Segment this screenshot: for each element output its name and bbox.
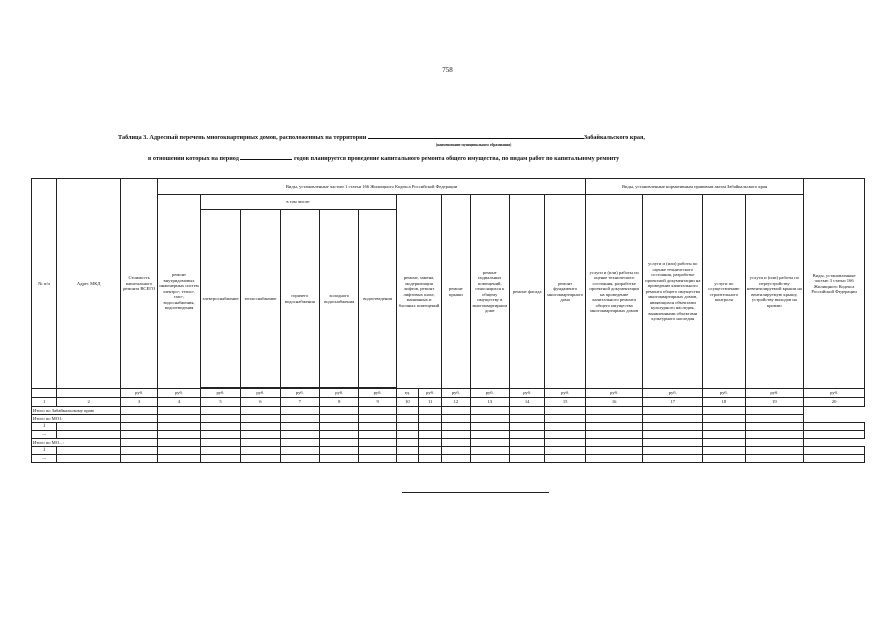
row-label-total-region: Итого по Забайкальскому краю	[32, 407, 121, 415]
unit-c19: руб.	[745, 389, 804, 398]
header-num: № п/п	[32, 179, 57, 389]
table-row	[32, 447, 865, 455]
header-c7: горячего водоснабжения	[280, 210, 319, 388]
unit-c4: руб.	[158, 389, 200, 398]
title-line2-part2: годов планируется проведение капитального ремонта общего имущества, по видам работ по капитальному ремонту	[293, 155, 620, 162]
col-num: 19	[745, 398, 804, 407]
col-num: 10	[396, 398, 418, 407]
col-num: 3	[120, 398, 157, 407]
header-c16: услуги и (или) работы по оценке технического состояния, разработке проектной документации на проведение капитального ремонта общего имущества многоквартирных домов	[585, 195, 643, 389]
header-group-federal: Виды, установленные частью 1 статьи 166 Жилищного Кодекса Российской Федерации	[158, 179, 586, 195]
col-num: 16	[585, 398, 643, 407]
table-row	[32, 439, 865, 447]
col-num: 7	[280, 398, 319, 407]
header-c15: ремонт фундамента многоквартирного дома	[545, 195, 586, 389]
unit-c5: руб.	[200, 389, 240, 398]
table-row	[32, 455, 865, 463]
header-c13: ремонт подвальных помещений, относящихся к общему имуществу в многоквартирном доме	[470, 195, 509, 389]
row-label-total-mo1: Итого по МО1:	[32, 415, 121, 423]
col-num: 4	[158, 398, 200, 407]
unit-c10: ед.	[396, 389, 418, 398]
header-c8: холодного водоснабжения	[320, 210, 359, 388]
header-c6: теплоснабжение	[241, 210, 280, 388]
address-list-table	[31, 178, 865, 463]
municipality-blank	[368, 133, 584, 139]
unit-c12: руб.	[442, 389, 470, 398]
header-c18: услуги по осуществлению строительного контроля	[703, 195, 745, 389]
header-c5: электроснабжение	[200, 210, 240, 388]
unit-c3: руб.	[120, 389, 157, 398]
header-c17: услуги и (или) работы по оценке технического состояния, разработке проектной документации на проведение капитального ремонта общего имущества многоквартирных домов, являющихся объектами культурного наследия, выявленными объектами культурного наследия	[643, 195, 703, 389]
header-address: Адрес МКД	[57, 179, 121, 389]
unit-c11: руб.	[419, 389, 442, 398]
title-line2-part1: в отношении которых на период	[148, 155, 239, 162]
title-part2: Забайкальского края,	[583, 134, 645, 141]
col-num: 2	[57, 398, 121, 407]
unit-c15: руб.	[545, 389, 586, 398]
col-num: 11	[419, 398, 442, 407]
period-blank	[240, 154, 292, 160]
col-num: 14	[509, 398, 544, 407]
unit-c6: руб.	[241, 389, 280, 398]
unit-c14: руб.	[509, 389, 544, 398]
row-number: 1	[32, 423, 57, 431]
row-label-total-mo: Итого по МО...:	[32, 439, 121, 447]
table-row	[32, 431, 865, 439]
title-part1: Таблица 3. Адресный перечень многоквартирных домов, расположенных на территории	[118, 134, 367, 141]
row-dots: ...	[32, 455, 57, 463]
col-num: 15	[545, 398, 586, 407]
unit-c7: руб.	[280, 389, 319, 398]
unit-c13: руб.	[470, 389, 509, 398]
col-num: 9	[359, 398, 396, 407]
unit-c18: руб.	[703, 389, 745, 398]
header-c9: водоотведения	[359, 210, 396, 388]
units-row	[32, 389, 865, 398]
col-num: 12	[442, 398, 470, 407]
header-total-cost: Стоимость капитального ремонта ВСЕГО	[120, 179, 157, 389]
header-including: в том числе:	[200, 195, 396, 210]
unit-c16: руб.	[585, 389, 643, 398]
col-num: 13	[470, 398, 509, 407]
col-num: 20	[804, 398, 865, 407]
footer-separator-line	[402, 492, 549, 493]
header-c14: ремонт фасада	[509, 195, 544, 389]
row-dots: ...	[32, 431, 57, 439]
header-c19: услуги и (или) работы по переустройству невентилируемой крыши на вентилируемую крышу, устройству выходов на кровлю	[745, 195, 804, 389]
header-c4: ремонт внутридомовых инженерных систем электро-, тепло-, газо-, водоснабжения, водоотведения	[158, 195, 200, 389]
table-title-line-1	[118, 133, 645, 141]
header-c20: Виды, установленные частью 3 статьи 166 Жилищного Кодекса Российской Федерации	[804, 179, 865, 389]
table-row	[32, 415, 865, 423]
col-num: 8	[320, 398, 359, 407]
unit-c9: руб.	[359, 389, 396, 398]
header-c12: ремонт крыши	[442, 195, 470, 389]
col-num: 5	[200, 398, 240, 407]
header-c10: ремонт, замена, модернизация лифтов, ремонт лифтовых шахт, машинных и блочных помещений	[396, 195, 441, 389]
municipality-caption: (наименование муниципального образования)	[436, 143, 512, 147]
column-numbers-row	[32, 398, 865, 407]
col-num: 6	[241, 398, 280, 407]
header-group-regional: Виды, установленные нормативным правовым актом Забайкальского края	[585, 179, 803, 195]
page-number: 758	[442, 66, 453, 74]
table-row	[32, 423, 865, 431]
table-row	[32, 407, 865, 415]
col-num: 17	[643, 398, 703, 407]
col-num: 18	[703, 398, 745, 407]
row-number: 1	[32, 447, 57, 455]
unit-c20: руб.	[804, 389, 865, 398]
table-title-line-2	[148, 154, 619, 162]
unit-c8: руб.	[320, 389, 359, 398]
unit-c17: руб.	[643, 389, 703, 398]
col-num: 1	[32, 398, 57, 407]
